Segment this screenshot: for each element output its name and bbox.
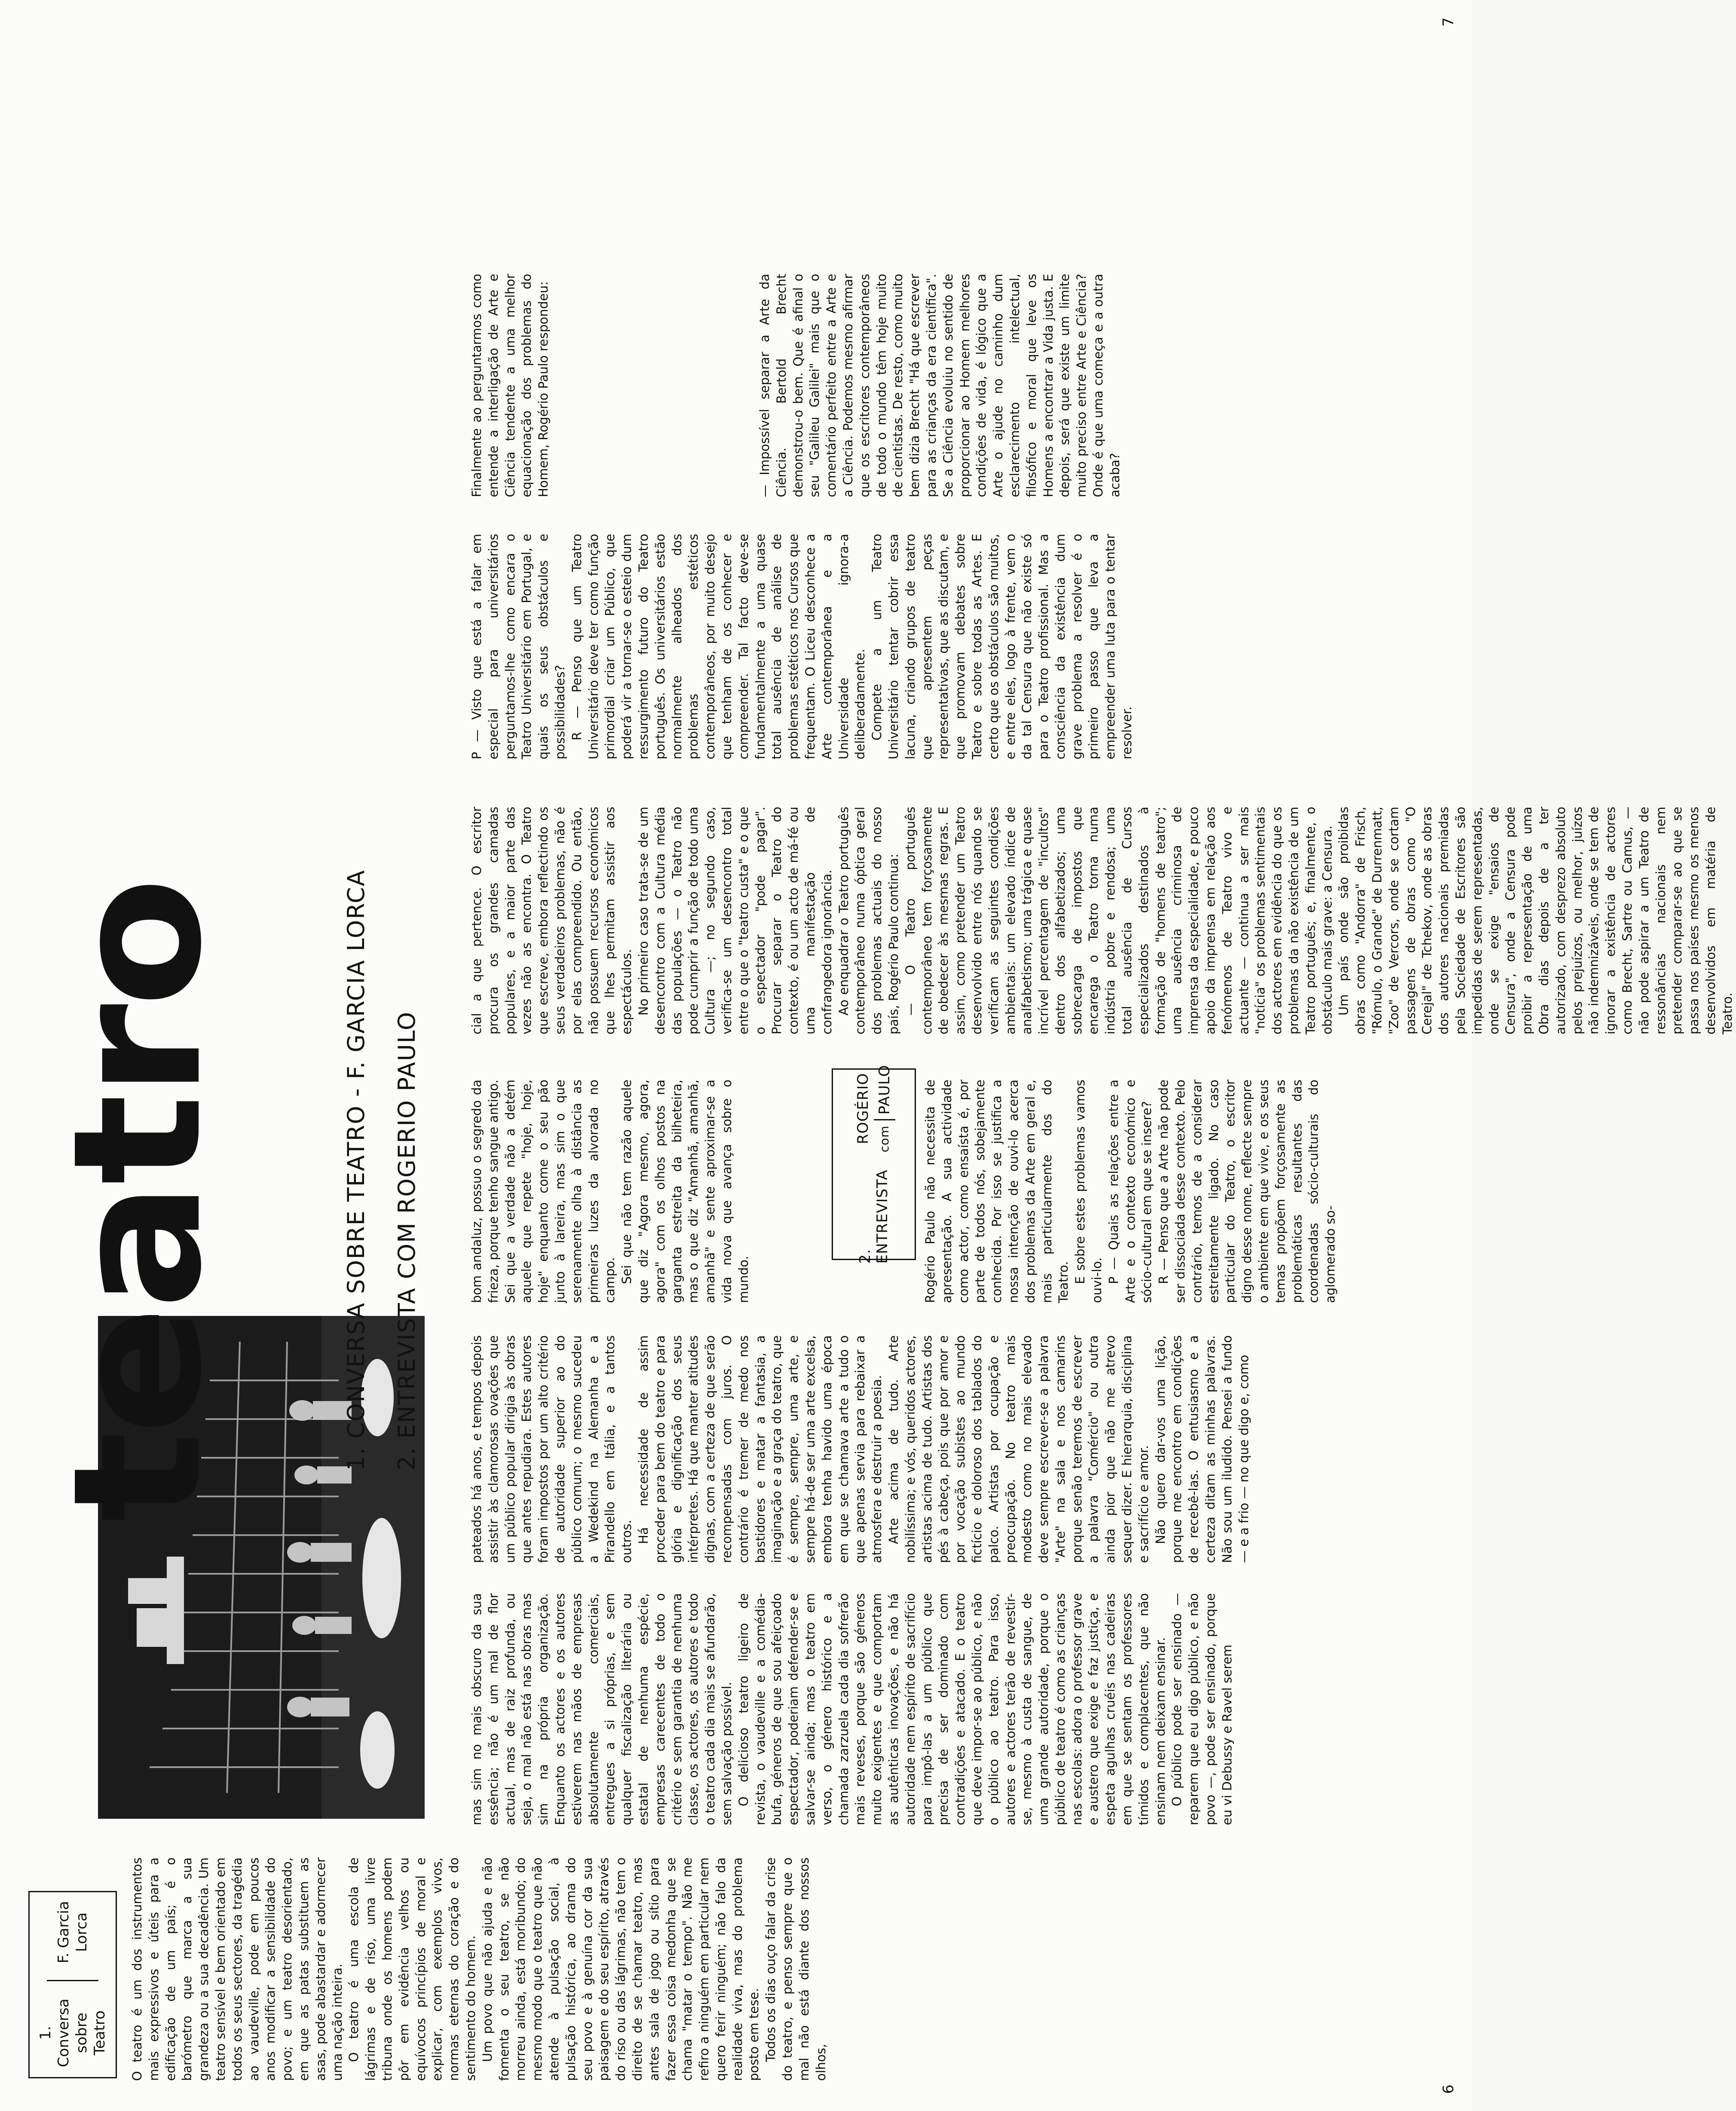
paragraph: Não quero dar-vos uma lição, porque me encontro em condições de recebê-las. O entusiasmo e a certeza ditam as minhas palavras. Não sou um iludido. Pensei a fundo — e a frio — no que digo e, como [1153, 1335, 1251, 1563]
box-rogerio-left: 2. ENTREVISTA [857, 1169, 891, 1264]
text-column [468, 1080, 812, 1303]
paragraph: O delicioso teatro ligeiro de revista, o vaudeville e a comédia-bufa, géneros de que sou afeiçoado espectador, poderiam defender-se e salvar-se ainda; mas o teatro em verso, o género histórico e a chamada zarzuela cada dia sofrerão mais reveses, porque são géneros muito exigentes e que comportam as autênticas inovações, e não há autoridade nem espírito de sacrifício para impô-las a um público que precisa de ser dominado com contradições e atacado. E o teatro que deve impor-se ao público, e não o público ao teatro. Para isso, autores e actores terão de revestir-se, mesmo à custa de sangue, de uma grande autoridade, porque o público de teatro é como as crianças nas escolas: adora o professor grave e austero que exige e faz justiça, e espeta agulhas cruéis nas cadeiras em que se sentam os professores tímidos e complacentes, que não ensinam nem deixam ensinar. [736, 1593, 1168, 1825]
paragraph: bom andaluz, possuo o segredo da frieza, porque tenho sangue antigo. Sei que a verdade não a detém aquele que repete "hoje, hoje, hoje" enquanto come o seu pão junto à lareira, mas sim o que serenamente olha à distância as primeiras luzes da alvorada no campo. [469, 1080, 618, 1303]
page-number-right: 7 [1440, 17, 1457, 27]
paragraph: P — Visto que está a falar em especial para universitários perguntamos-lhe como encara o Teatro Universitário em Portugal, e quais os seus obstáculos e possibilidades? [469, 534, 567, 759]
lorca-title-box [28, 1891, 117, 2078]
paragraph: No primeiro caso trata-se de um desencontro com a Cultura média das populações — o Teatro não pode cumprir a função de todo uma Cultura —; no segundo caso, verifica-se um desencontro total entre o que o "teatro custa" e o que o espectador "pode pagar". Procurar separar o Teatro do contexto, é ou um acto de má-fé ou uma manifestação de confrangedora ignorância. [636, 807, 834, 1034]
paragraph: mas sim no mais obscuro da sua essência; não é um mal de flor actual, mas de raiz profunda, ou seja, o mal não está nas obras mas sim na própria organização. Enquanto os actores e os autores estiverem nas mãos de empresas absolutamente comerciais, entregues a si próprias, e sem qualquer fiscalização literária ou estatal de nenhuma espécie, empresas carecentes de todo o critério e sem garantia de nenhuma classe, os actores, os autores e todo o teatro cada dia mais se afundarão, sem salvação possível. [469, 1593, 734, 1825]
text-column [468, 274, 692, 497]
paragraph: Um povo que não ajuda e não fomenta o seu teatro, se não morreu ainda, está moribundo; do mesmo modo que o teatro que não atende à pulsação social, à pulsação histórica, ao drama do seu povo e à genuína cor da sua paisagem e do seu espírito, através do riso ou das lágrimas, não tem o direito de se chamar teatro, mas antes sala de jogo ou sítio para fazer essa coisa medonha que se chama "matar o tempo". Não me refiro a ninguém em particular nem quero ferir ninguém; não falo da realidade viva, mas do problema posto em tese. [480, 1857, 762, 2081]
box-lorca-right: F. Garcia Lorca [55, 1901, 90, 1964]
rogerio-title-box [832, 1065, 916, 1264]
text-column [468, 1593, 1444, 1825]
paragraph: Rogério Paulo não necessita de apresentação. A sua actividade como actor, como ensaísta é, por parte de todos nós, sobejamente conhecida. Por isso se justifica a nossa intenção de ouvi-lo acerca dos problemas da Arte em geral e, mais particularmente dos do Teatro. [923, 1080, 1071, 1303]
box-rogerio-com: com [877, 1125, 891, 1153]
paragraph: E sobre estes problemas vamos ouvi-lo. [1073, 1080, 1104, 1303]
paragraph: O público pode ser ensinado — reparem que eu digo público, e não povo —, pode ser ensinado, porque eu vi Debussy e Ravel serem [1170, 1593, 1234, 1825]
paragraph: Um país onde são proibidas obras como "Andorra" de Frisch, "Rómulo, o Grande" de Durrenmatt, "Zoo" de Vercors, onde se cortam passagens de obras como "O Cerejal" de Tchekov, onde as obras dos autores nacionais premiadas pela Sociedade de Escritores são impedidas de serem representadas, onde se exige "ensaios de Censura", onde a Censura pode proibir a representação de uma Obra dias depois de a ter autorizado, com desprezo absoluto pelos prejuízos, ou melhor, juízos não indemnizáveis, onde se tem de ignorar a existência de actores como Brecht, Sartre ou Camus, — não pode aspirar a um Teatro de ressonâncias nacionais nem pretender comparar-se ao que se passa nos países mesmo os menos desenvolvidos em matéria de Teatro. [1336, 807, 1735, 1034]
box-lorca-left: 1. Conversa sobre Teatro [37, 1998, 108, 2068]
paragraph: Arte acima de tudo. Arte nobilíssima; e vós, queridos actores, artistas acima de tudo. Artistas dos pés à cabeça, pois que por amor e por vocação subistes ao mundo fictício e doloroso dos tablados do palco. Artistas por ocupação e preocupação. No teatro mais modesto como no mais elevado deve sempre escrever-se a palavra "Arte" na sala e nos camarins porque senão teremos de escrever a palavra "Comércio" ou outra ainda pior que não me atrevo sequer dizer. E hierarquia, disciplina e sacrifício e amor. [886, 1335, 1151, 1563]
paragraph: — O Teatro português contemporâneo tem forçosamente de obedecer às mesmas regras. E assim, como pretender um Teatro desenvolvido entre nós quando se verificam as seguintes condições ambientais: um elevado índice de analfabetismo; uma trágica e quase incrível percentagem de "incultos" dentro dos alfabetizados; uma sobrecarga de impostos que encarega o Teatro torna numa indústria pobre e rendosa; uma total ausência de Cursos especializados destinados à formação de "homens de teatro"; uma ausência criminosa de imprensa da especialidade, e pouco apoio da imprensa em relação aos fenómenos de Teatro vivo e actuante — continua a ser mais "notícia" os problemas sentimentais dos actores em evidência do que os problemas da não existência de um Teatro português; e, finalmente, o obstáculo mais grave: a Censura. [903, 807, 1335, 1034]
text-column [468, 534, 1444, 759]
subtitle-lorca: 1. CONVERSA SOBRE TEATRO - F. GARCIA LORCA [343, 869, 370, 1471]
paragraph: O teatro é um dos instrumentos mais expressivos e úteis para a edificação de um país; é o barómetro que marca a sua grandeza ou a sua decadência. Um teatro sensível e bem orientado em todos os seus sectores, da tragédia ao vaudeville, pode em poucos anos modificar a sensibilidade do povo; e um teatro desorientado, em que as patas substituem as asas, pode abastardar e adormecer uma nação inteira. [130, 1857, 345, 2081]
paragraph: — Impossível separar a Arte da Ciência. Bertold Brecht demonstrou-o bem. Que é afinal o seu "Galileu Galilei" mais que o comentário perfeito entre a Arte e a Ciência. Podemos mesmo afirmar que os escritores contemporâneos de todo o mundo têm hoje muito de cientistas. De resto, como muito bem dizia Brecht "Há que escrever para as crianças da era científica". Se a Ciência evoluiu no sentido de proporcionar ao Homem melhores condições de vida, é lógico que a Arte o ajude no caminho dum esclarecimento intelectual, filosófico e moral que leve os Homens a encontrar a Vida justa. E depois, será que existe um limite muito preciso entre Arte e Ciência? Onde é que uma começa e a outra acaba? [757, 274, 1122, 497]
paragraph: Ao enquadrar o Teatro português contemporâneo numa óptica geral dos problemas actuais do nosso país, Rogério Paulo continua: [836, 807, 901, 1034]
paragraph: R — Penso que um Teatro Universitário deve ter como função primordial criar um Público, que poderá vir a tornar-se o esteio dum ressurgimento futuro do Teatro português. Os universitários estão normalmente alheados dos problemas estéticos contemporâneos, por muito desejo que tenham de os conhecer e compreender. Tal facto deve-se fundamentalmente a uma quase total ausência de análise de problemas estéticos nos Cursos que frequentam. O Liceu desconhece a Arte contemporânea e a Universidade ignora-a deliberadamente. [569, 534, 868, 759]
paragraph: Todos os dias ouço falar da crise do teatro, e penso sempre que o mal não está diante dos nossos olhos, [763, 1857, 828, 2081]
text-column [468, 807, 1735, 1034]
page-number-left: 6 [1440, 2084, 1457, 2094]
paragraph: O teatro é uma escola de lágrimas e de riso, uma livre tribuna onde os homens podem pôr em evidência velhos ou equívocos princípios de moral e explicar, com exemplos vivos, normas eternas do coração e do sentimento do homem. [346, 1857, 478, 2081]
box-divider [47, 1980, 98, 1981]
paragraph: R — Penso que a Arte não pode ser dissociada desse contexto. Pelo contrário, temos de a considerar estreitamente ligado. No caso particular do Teatro, o escritor digno desse nome, reflecte sempre o ambiente em que vive, e os seus temas propõem forçosamente as problemáticas resultantes das coordenadas sócio-culturais do aglomerado so- [1156, 1080, 1338, 1303]
paragraph: Sei que não tem razão aquele que diz "Agora mesmo, agora, agora" com os olhos postos na garganta estreita da bilheteira, mas o que diz "Amanhã, amanhã, amanhã" e sente aproximar-se a vida nova que avança sobre o mundo. [619, 1080, 751, 1303]
paragraph: pateados há anos, e tempos depois assistir às clamorosas ovações que um público popular dirigia às obras que antes repudiara. Estes autores foram impostos por um alto critério de autoridade superior ao do público comum; o mesmo sucedeu a Wedekind na Alemanha e a Pirandello em Itália, e a tantos outros. [469, 1335, 634, 1563]
paragraph: Compete a um Teatro Universitário tentar cobrir essa lacuna, criando grupos de teatro que apresentem peças representativas, que as discutam, e que promovam debates sobre Teatro e sobre todas as Artes. E certo que os obstáculos são muitos, e entre eles, logo à frente, vem o da tal Censura que não existe só para o Teatro profissional. Mas a consciência da existência dum grave problema a resolver é o primeiro passo que leva a empreender uma luta para o tentar resolver. [870, 534, 1135, 759]
text-column [129, 1857, 1444, 2081]
subtitle-rogerio: 2. ENTREVISTA COM ROGERIO PAULO [393, 1011, 420, 1471]
box-rogerio-first-name: ROGÉRIO [854, 1073, 872, 1144]
subtitles [331, 869, 432, 1471]
paragraph: Há necessidade de assim proceder para bem do teatro e para glória e dignificação dos seus intérpretes. Há que manter atitudes dignas, com a certeza de que serão recompensadas com juros. O contrário é tremer de medo nos bastidores e matar a fantasia, a imaginação e a graça do teatro, que é sempre, sempre, uma arte, e sempre há-de ser uma arte excelsa, embora tenha havido uma época em que se chamava arte a tudo o que apenas servia para rebaixar a atmosfera e destruir a poesia. [636, 1335, 885, 1563]
text-column [468, 1335, 1444, 1563]
box-rogerio-last-name: PAULO [874, 1065, 895, 1120]
paragraph: cial a que pertence. O escritor procura os grandes camadas populares, e a maior parte das vezes não as encontra. O Teatro que escreve, embora reflectindo os seus verdadeiros problemas, não é por elas compreendido. Ou então, não possuem recursos económicos que lhes permitam assistir aos espectáculos. [469, 807, 634, 1034]
box-rogerio-right [852, 1065, 895, 1153]
text-column [922, 1080, 1444, 1303]
paragraph: P — Quais as relações entre a Arte e o contexto económico e sócio-cultural em que se insere? [1106, 1080, 1154, 1303]
paragraph: Finalmente ao perguntarmos como entende a interligação de Arte e Ciência tendente a uma melhor equacionação dos problemas do Homem, Rogério Paulo respondeu: [469, 274, 551, 497]
page-title: teatro [35, 880, 240, 1522]
text-column [756, 274, 1444, 497]
